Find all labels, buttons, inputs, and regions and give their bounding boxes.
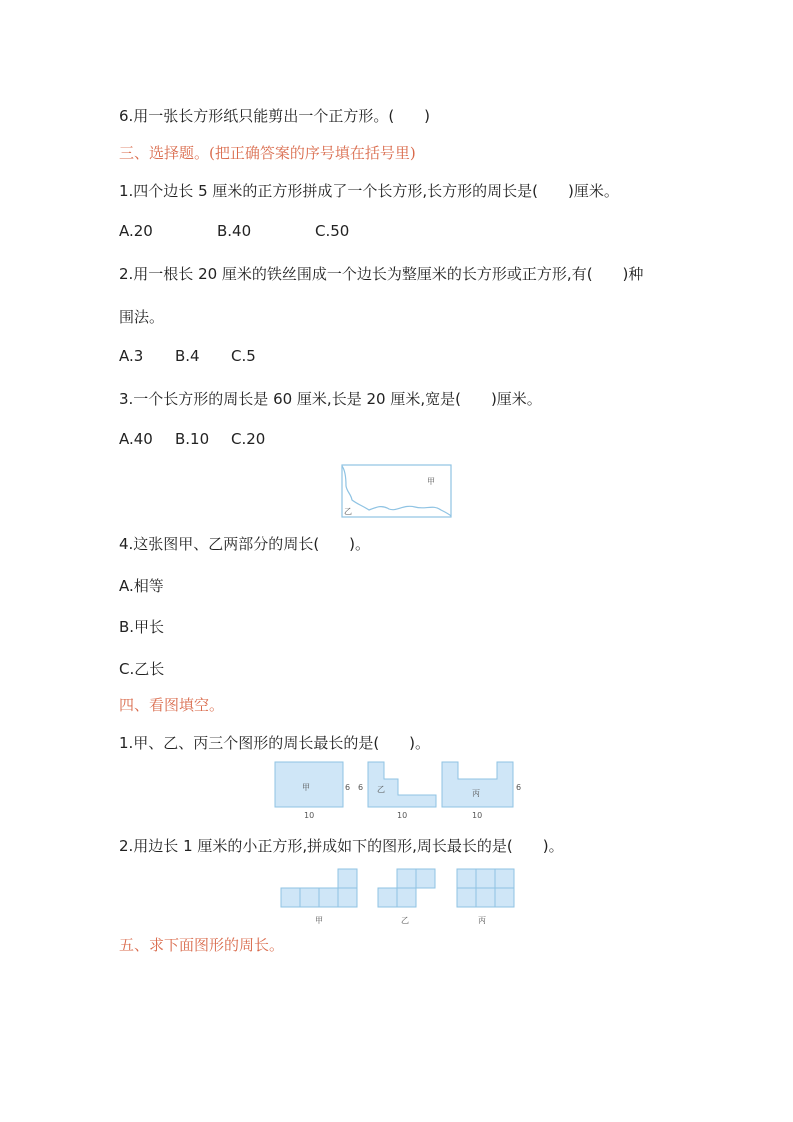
- option-c: C.20: [231, 430, 266, 448]
- option-b: B.40: [217, 222, 252, 240]
- question-6-true-false: 6.用一张长方形纸只能剪出一个正方形。( ): [119, 107, 431, 125]
- option-b: B.4: [175, 347, 200, 365]
- s3-q4-option-c: C.乙长: [119, 660, 165, 678]
- option-b: B.10: [175, 430, 210, 448]
- svg-text:乙: 乙: [401, 916, 409, 925]
- svg-text:6: 6: [358, 783, 364, 792]
- option-c: C.50: [315, 222, 350, 240]
- s3-question-1: 1.四个边长 5 厘米的正方形拼成了一个长方形,长方形的周长是( )厘米。: [119, 182, 619, 200]
- section-5-heading: 五、求下面图形的周长。: [119, 936, 285, 954]
- map-figure-jia-yi: [341, 464, 453, 519]
- s4-question-2: 2.用边长 1 厘米的小正方形,拼成如下的图形,周长最长的是( )。: [119, 837, 564, 855]
- s3-question-4: 4.这张图甲、乙两部分的周长( )。: [119, 535, 371, 553]
- s4-q1-figures: [272, 760, 532, 822]
- s3-question-2-line1: 2.用一根长 20 厘米的铁丝围成一个边长为整厘米的长方形或正方形,有( )种: [119, 265, 644, 283]
- option-c: C.5: [231, 347, 256, 365]
- s3-q3-options: [119, 429, 265, 449]
- section-3-heading: 三、选择题。(把正确答案的序号填在括号里): [119, 144, 416, 162]
- fig-jia-label: 甲: [302, 783, 310, 792]
- svg-text:10: 10: [472, 811, 483, 820]
- svg-text:甲: 甲: [315, 916, 323, 925]
- svg-text:丙: 丙: [478, 916, 486, 925]
- option-a: A.3: [119, 347, 144, 365]
- label-jia: 甲: [427, 477, 435, 486]
- s3-question-3: 3.一个长方形的周长是 60 厘米,长是 20 厘米,宽是( )厘米。: [119, 390, 542, 408]
- fig-bing-label: 丙: [472, 789, 480, 798]
- svg-text:6: 6: [516, 783, 522, 792]
- s3-q4-option-a: A.相等: [119, 577, 164, 595]
- svg-text:6: 6: [345, 783, 351, 792]
- s3-q4-option-b: B.甲长: [119, 618, 165, 636]
- svg-text:10: 10: [304, 811, 315, 820]
- fig-yi-label: 乙: [377, 785, 385, 794]
- svg-text:10: 10: [397, 811, 408, 820]
- section-4-heading: 四、看图填空。: [119, 696, 225, 714]
- label-yi: 乙: [344, 507, 352, 516]
- s4-q2-figures: [278, 867, 518, 927]
- option-a: A.20: [119, 222, 153, 240]
- s4-question-1: 1.甲、乙、丙三个图形的周长最长的是( )。: [119, 734, 431, 752]
- s3-question-2-line2: 围法。: [119, 308, 165, 326]
- option-a: A.40: [119, 430, 153, 448]
- s3-q1-options: [119, 221, 349, 241]
- s3-q2-options: [119, 346, 256, 366]
